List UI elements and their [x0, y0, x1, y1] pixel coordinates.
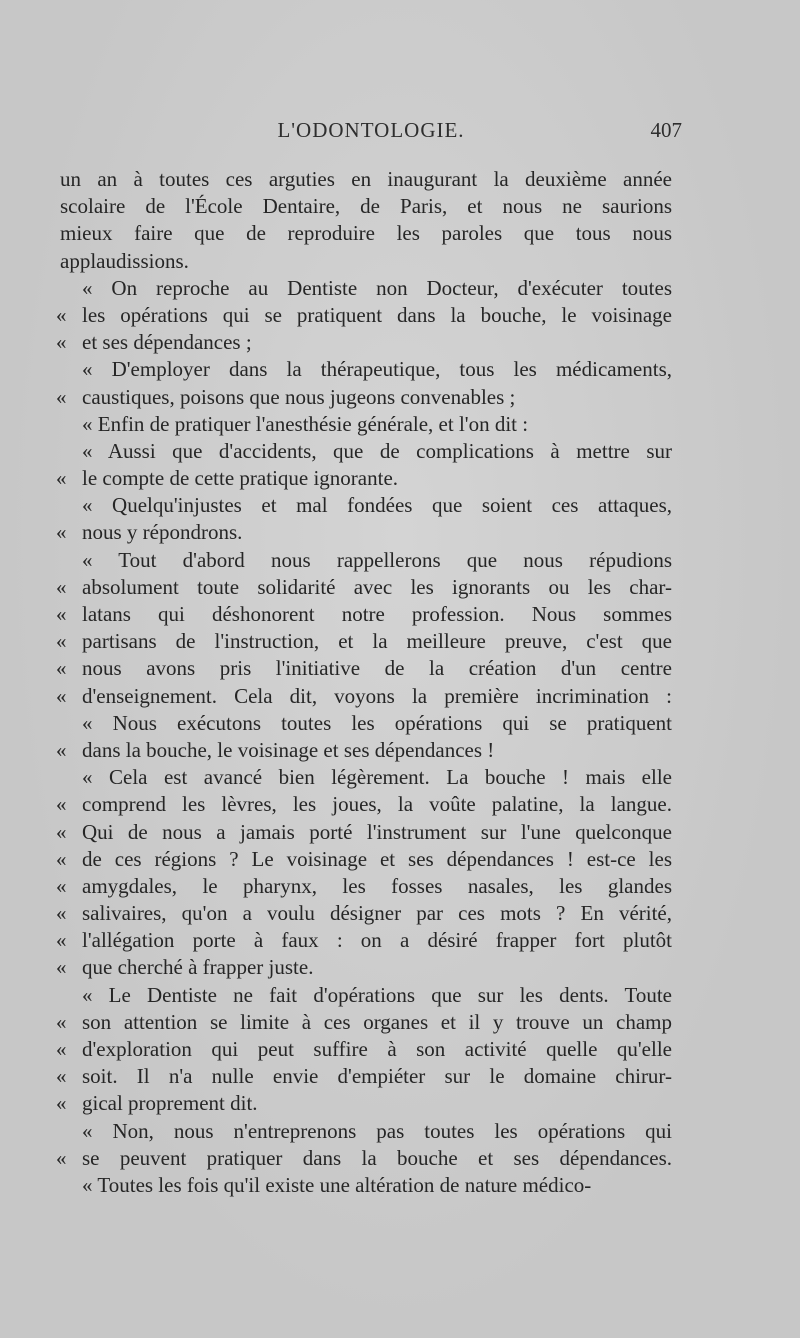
- quote-mark: «: [56, 520, 67, 545]
- text-line: [56, 954, 672, 981]
- text-line: [56, 683, 672, 710]
- line-text: amygdales, le pharynx, les fosses nasales, les glandes: [82, 873, 672, 898]
- quote-mark: «: [56, 629, 67, 654]
- text-line: [56, 927, 672, 954]
- text-line: [56, 465, 672, 492]
- line-text: scolaire de l'École Dentaire, de Paris, et nous ne saurions: [60, 194, 672, 219]
- text-line: [60, 411, 672, 438]
- line-text: le compte de cette pratique ignorante.: [82, 466, 399, 491]
- line-text: les opérations qui se pratiquent dans la bouche, le voisinage: [82, 302, 672, 327]
- line-text: partisans de l'instruction, et la meilleure preuve, c'est que: [82, 629, 672, 654]
- line-text: d'exploration qui peut suffire à son activité quelle qu'elle: [82, 1037, 672, 1061]
- text-line: [56, 1145, 672, 1172]
- line-text: « Tout d'abord nous rappellerons que nous répudions: [82, 547, 672, 572]
- quote-mark: «: [56, 955, 67, 980]
- line-text: mieux faire que de reproduire les paroles que tous nous: [60, 221, 672, 246]
- text-line: [60, 438, 672, 465]
- text-line: [60, 1118, 672, 1145]
- text-line: [60, 764, 672, 791]
- line-text: nous avons pris l'initiative de la création d'un centre: [82, 656, 672, 681]
- quote-mark: «: [56, 873, 67, 898]
- quote-mark: «: [56, 846, 67, 871]
- quote-mark: «: [56, 330, 67, 355]
- text-line: [56, 737, 672, 764]
- line-text: son attention se limite à ces organes et il y trouve un champ: [82, 1009, 672, 1034]
- text-line: [60, 982, 672, 1009]
- line-text: et ses dépendances ;: [82, 330, 252, 355]
- line-text: nous y répondrons.: [82, 520, 243, 545]
- quote-mark: «: [56, 656, 67, 681]
- quote-mark: «: [56, 792, 67, 817]
- quote-mark: «: [56, 466, 67, 491]
- line-text: « Aussi que d'accidents, que de complications à mettre sur: [82, 438, 672, 463]
- quote-mark: «: [56, 1064, 67, 1089]
- line-text: l'allégation porte à faux : on a désiré frapper fort plutôt: [82, 928, 672, 953]
- text-line: [56, 519, 672, 546]
- quote-mark: «: [56, 1009, 67, 1034]
- quote-mark: «: [56, 928, 67, 953]
- page-header: [60, 118, 682, 148]
- line-text: « Cela est avancé bien légèrement. La bouche ! mais elle: [82, 765, 672, 790]
- line-text: « Enfin de pratiquer l'anesthésie générale, et l'on dit :: [82, 411, 529, 436]
- quote-mark: «: [56, 737, 67, 762]
- text-line: [60, 356, 672, 383]
- quote-mark: «: [56, 384, 67, 409]
- text-line: [56, 900, 672, 927]
- line-text: dans la bouche, le voisinage et ses dépendances !: [82, 737, 495, 762]
- text-line: [60, 547, 672, 574]
- quote-mark: «: [56, 302, 67, 327]
- line-text: caustiques, poisons que nous jugeons convenables ;: [82, 384, 516, 409]
- text-line: [56, 1009, 672, 1036]
- line-text: soit. Il n'a nulle envie d'empiéter sur le domaine chirur-: [82, 1064, 672, 1089]
- line-text: que cherché à frapper juste.: [82, 955, 314, 980]
- page-number: 407: [650, 118, 682, 142]
- text-line: [60, 275, 672, 302]
- quote-mark: «: [56, 1091, 67, 1116]
- text-line: [56, 574, 672, 601]
- text-line: [60, 1172, 672, 1199]
- text-line: [60, 710, 672, 737]
- line-text: absolument toute solidarité avec les ignorants ou les char-: [82, 574, 672, 599]
- line-text: « Non, nous n'entreprenons pas toutes les opérations qui: [82, 1118, 672, 1143]
- quote-mark: «: [56, 1037, 67, 1061]
- running-title: L'ODONTOLOGIE.: [277, 118, 465, 142]
- text-line: [56, 1090, 672, 1117]
- line-text: applaudissions.: [60, 248, 189, 273]
- line-text: Qui de nous a jamais porté l'instrument sur l'une quelconque: [82, 819, 672, 844]
- line-text: « D'employer dans la thérapeutique, tous les médicaments,: [82, 357, 672, 382]
- text-line: [56, 791, 672, 818]
- line-text: un an à toutes ces arguties en inaugurant la deuxième année: [60, 167, 672, 191]
- line-text: comprend les lèvres, les joues, la voûte palatine, la langue.: [82, 792, 672, 817]
- quote-mark: «: [56, 574, 67, 599]
- quote-mark: «: [56, 901, 67, 926]
- text-line: [56, 1063, 672, 1090]
- text-line: [56, 601, 672, 628]
- quote-mark: «: [56, 819, 67, 844]
- line-text: se peuvent pratiquer dans la bouche et ses dépendances.: [82, 1145, 672, 1170]
- text-line: [60, 220, 672, 247]
- text-line: [60, 166, 672, 193]
- text-line: [56, 302, 672, 329]
- line-text: « Nous exécutons toutes les opérations qui se pratiquent: [82, 710, 672, 735]
- line-text: « Toutes les fois qu'il existe une altération de nature médico-: [82, 1172, 592, 1197]
- quote-mark: «: [56, 602, 67, 626]
- text-line: [56, 1036, 672, 1063]
- text-line: [60, 492, 672, 519]
- line-text: d'enseignement. Cela dit, voyons la première incrimination :: [82, 683, 672, 708]
- text-line: [56, 628, 672, 655]
- line-text: « On reproche au Dentiste non Docteur, d'exécuter toutes: [82, 275, 672, 300]
- line-text: salivaires, qu'on a voulu désigner par ces mots ? En vérité,: [82, 901, 672, 926]
- text-line: [56, 873, 672, 900]
- line-text: « Le Dentiste ne fait d'opérations que sur les dents. Toute: [82, 982, 672, 1007]
- quote-mark: «: [56, 1145, 67, 1170]
- line-text: gical proprement dit.: [82, 1091, 258, 1116]
- line-text: « Quelqu'injustes et mal fondées que soient ces attaques,: [82, 493, 672, 518]
- line-text: latans qui déshonorent notre profession. Nous sommes: [82, 602, 672, 626]
- text-line: [56, 655, 672, 682]
- text-line: [56, 846, 672, 873]
- text-line: [60, 193, 672, 220]
- body-text: [56, 166, 672, 1199]
- text-line: [56, 819, 672, 846]
- text-line: [56, 329, 672, 356]
- line-text: de ces régions ? Le voisinage et ses dépendances ! est-ce les: [82, 846, 672, 871]
- quote-mark: «: [56, 683, 67, 708]
- text-line: [56, 384, 672, 411]
- text-line: [60, 248, 672, 275]
